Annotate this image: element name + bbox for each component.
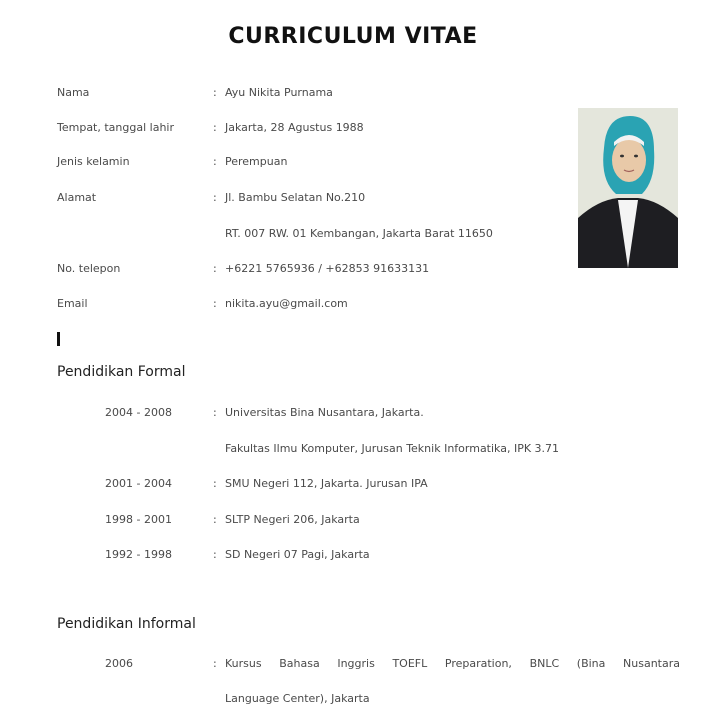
field-separator: :	[213, 657, 217, 670]
field-separator: :	[213, 262, 217, 275]
period-label: 1992 - 1998	[105, 548, 172, 561]
field-separator: :	[213, 406, 217, 419]
field-value: Ayu Nikita Purnama	[225, 86, 333, 99]
field-separator: :	[213, 548, 217, 561]
period-label: 2006	[105, 657, 133, 670]
field-value: Kursus Bahasa Inggris TOEFL Preparation, BNLC (Bina Nusantara	[225, 657, 680, 670]
field-value: Perempuan	[225, 155, 288, 168]
field-separator: :	[213, 121, 217, 134]
field-separator: :	[213, 513, 217, 526]
field-value: SLTP Negeri 206, Jakarta	[225, 513, 360, 526]
section-informal-education: Pendidikan Informal	[57, 616, 196, 632]
field-separator: :	[213, 86, 217, 99]
field-label: Jenis kelamin	[57, 155, 130, 168]
field-label: Email	[57, 297, 88, 310]
field-value: +6221 5765936 / +62853 91633131	[225, 262, 430, 275]
field-label: Tempat, tanggal lahir	[57, 121, 174, 134]
profile-photo	[578, 108, 678, 268]
field-label: No. telepon	[57, 262, 121, 275]
section-formal-education: Pendidikan Formal	[57, 364, 186, 380]
document-title: CURRICULUM VITAE	[228, 24, 478, 49]
field-value: Jl. Bambu Selatan No.210	[225, 191, 366, 204]
field-value: Fakultas Ilmu Komputer, Jurusan Teknik Informatika, IPK 3.71	[225, 442, 560, 455]
field-value: Universitas Bina Nusantara, Jakarta.	[225, 406, 424, 419]
period-label: 2001 - 2004	[105, 477, 172, 490]
field-value: RT. 007 RW. 01 Kembangan, Jakarta Barat 11650	[225, 227, 493, 240]
field-value: Language Center), Jakarta	[225, 692, 370, 705]
field-separator: :	[213, 297, 217, 310]
field-label: Nama	[57, 86, 90, 99]
field-label: Alamat	[57, 191, 97, 204]
portrait-image	[578, 108, 678, 268]
field-value: SMU Negeri 112, Jakarta. Jurusan IPA	[225, 477, 428, 490]
text-cursor	[57, 332, 60, 346]
field-value: SD Negeri 07 Pagi, Jakarta	[225, 548, 370, 561]
period-label: 1998 - 2001	[105, 513, 172, 526]
field-value: nikita.ayu@gmail.com	[225, 297, 348, 310]
field-value: Jakarta, 28 Agustus 1988	[225, 121, 364, 134]
field-separator: :	[213, 191, 217, 204]
field-separator: :	[213, 477, 217, 490]
period-label: 2004 - 2008	[105, 406, 172, 419]
field-separator: :	[213, 155, 217, 168]
